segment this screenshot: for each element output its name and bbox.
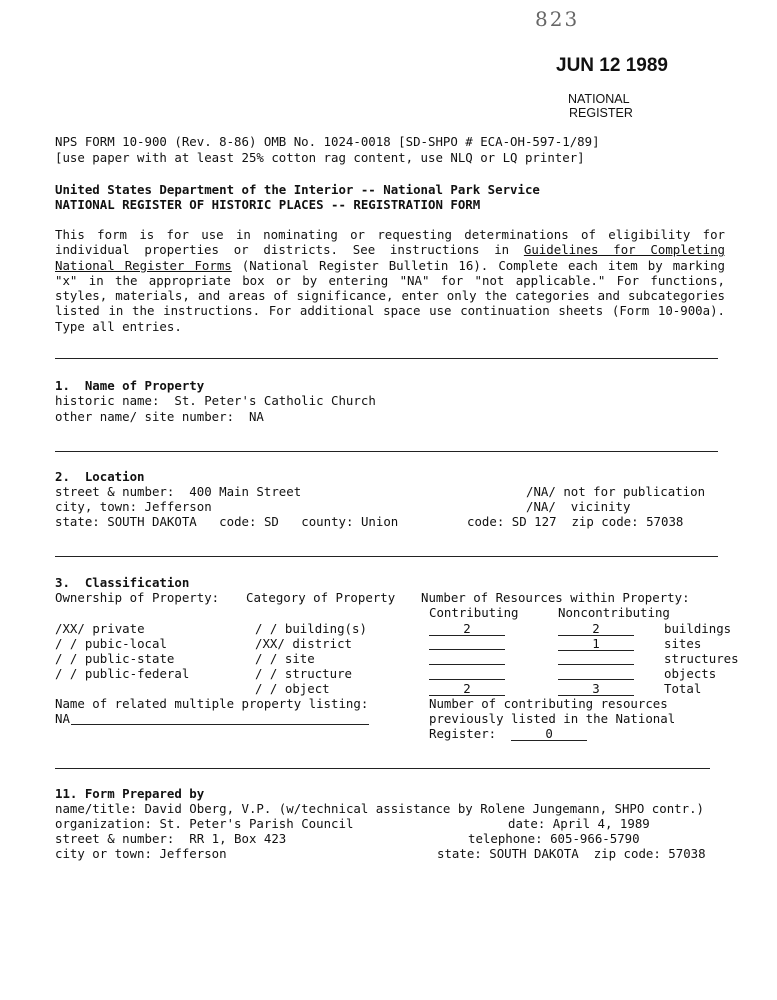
county-label: county: bbox=[301, 514, 354, 529]
state-code-label: code: bbox=[219, 514, 257, 529]
register-label: Register: bbox=[429, 726, 497, 741]
state-code-value: SD bbox=[263, 514, 279, 529]
ownership-option bbox=[55, 666, 189, 681]
city-row bbox=[55, 499, 212, 514]
noncontributing-count bbox=[558, 651, 634, 665]
historic-name-label: historic name: bbox=[55, 393, 160, 408]
telephone-value: 605-966-5790 bbox=[550, 831, 640, 846]
historic-name-value: St. Peter's Catholic Church bbox=[174, 393, 376, 408]
noncontributing-heading: Noncontributing bbox=[558, 605, 670, 620]
guidelines-title: Guidelines for Completing National Register Forms bbox=[55, 242, 725, 273]
noncontributing-count bbox=[558, 666, 634, 680]
stamp-national: NATIONAL bbox=[568, 92, 630, 106]
ownership-label: pubic-local bbox=[84, 636, 167, 651]
intro-text-part1: This form is for use in nominating or requesting determinations of eligibility for individual properties or districts. See instructions in bbox=[55, 227, 725, 258]
related-listing-value: NA bbox=[55, 711, 70, 726]
preparer-city-label: city or town: bbox=[55, 846, 152, 861]
organization-value: St. Peter's Parish Council bbox=[159, 816, 354, 831]
category-heading: Category of Property bbox=[246, 590, 396, 605]
intro-text-part2: (National Register Bulletin 16). Complete each item by marking "x" in the appropriate box or by entering "NA" for "not applicable." For functions, styles, materials, and areas of significance, enter only the categories and subcategories listed in the instructions. For additional space use continuation sheets (Form 10-900a). Type all entries. bbox=[55, 257, 725, 334]
resource-type-label: structures bbox=[664, 651, 739, 666]
vicinity-label: vicinity bbox=[570, 499, 631, 514]
not-for-publication-row bbox=[526, 484, 705, 499]
resources-heading: Number of Resources within Property: bbox=[421, 590, 690, 605]
preparer-street-value: RR 1, Box 423 bbox=[189, 831, 287, 846]
city-label: city, town: bbox=[55, 499, 138, 514]
preparer-zip-label: zip code: bbox=[593, 846, 661, 861]
paper-instruction-line: [use paper with at least 25% cotton rag content, use NLQ or LQ printer] bbox=[55, 150, 585, 165]
contributing-count: 2 bbox=[429, 622, 505, 636]
related-listing-line bbox=[71, 724, 369, 725]
ownership-option bbox=[55, 636, 167, 651]
resource-row bbox=[558, 636, 634, 651]
section-divider bbox=[55, 556, 718, 557]
contributing-note-line2: previously listed in the National bbox=[429, 711, 676, 726]
related-listing-label: Name of related multiple property listing: bbox=[55, 696, 369, 711]
ownership-label: public-state bbox=[84, 651, 175, 666]
county-code-row bbox=[467, 514, 683, 529]
previously-listed-count: 0 bbox=[511, 727, 587, 741]
historic-name-row bbox=[55, 393, 376, 408]
department-heading: United States Department of the Interior -- National Park Service bbox=[55, 182, 540, 197]
checkbox-mark: / / bbox=[255, 681, 278, 696]
noncontributing-total: 3 bbox=[558, 682, 634, 696]
preparer-street-row bbox=[55, 831, 286, 846]
ownership-label: private bbox=[92, 621, 145, 636]
preparer-state-row bbox=[437, 846, 706, 861]
other-name-label: other name/ site number: bbox=[55, 409, 235, 424]
preparer-name-row bbox=[55, 801, 704, 816]
zip-label: zip code: bbox=[571, 514, 639, 529]
section2-heading: 2. Location bbox=[55, 469, 145, 484]
resource-type-label: buildings bbox=[664, 621, 732, 636]
state-value: SOUTH DAKOTA bbox=[107, 514, 197, 529]
checkbox-mark: / / bbox=[255, 651, 278, 666]
resource-type-label: sites bbox=[664, 636, 702, 651]
form-title-heading: NATIONAL REGISTER OF HISTORIC PLACES -- REGISTRATION FORM bbox=[55, 197, 481, 212]
resource-row bbox=[429, 621, 505, 636]
other-name-value: NA bbox=[248, 409, 264, 424]
category-option bbox=[255, 681, 330, 696]
contributing-note-line1: Number of contributing resources bbox=[429, 696, 668, 711]
checkbox-mark: / / bbox=[255, 621, 278, 636]
noncontributing-count: 2 bbox=[558, 622, 634, 636]
organization-row bbox=[55, 816, 353, 831]
county-code-value: SD 127 bbox=[511, 514, 557, 529]
telephone-label: telephone: bbox=[468, 831, 543, 846]
section11-heading: 11. Form Prepared by bbox=[55, 786, 205, 801]
section1-heading: 1. Name of Property bbox=[55, 378, 205, 393]
preparer-name-value: David Oberg, V.P. (w/technical assistance by Rolene Jungemann, SHPO contr.) bbox=[144, 801, 705, 816]
street-value: 400 Main Street bbox=[189, 484, 302, 499]
vicinity-row bbox=[526, 499, 630, 514]
telephone-row bbox=[468, 831, 640, 846]
ownership-option bbox=[55, 621, 145, 636]
not-for-publication-mark: /NA/ bbox=[526, 484, 556, 499]
category-label: site bbox=[284, 651, 315, 666]
other-name-row bbox=[55, 409, 264, 424]
organization-label: organization: bbox=[55, 816, 152, 831]
section-divider bbox=[55, 358, 718, 359]
previously-listed-row bbox=[429, 726, 587, 741]
resource-row bbox=[429, 681, 505, 696]
category-label: building(s) bbox=[284, 621, 367, 636]
ownership-heading: Ownership of Property: bbox=[55, 590, 220, 605]
resource-type-label: Total bbox=[664, 681, 702, 696]
received-date-stamp: JUN 12 1989 bbox=[556, 55, 668, 76]
checkbox-mark: / / bbox=[55, 666, 78, 681]
category-option bbox=[255, 651, 315, 666]
prepared-date-value: April 4, 1989 bbox=[552, 816, 650, 831]
county-value: Union bbox=[360, 514, 399, 529]
contributing-total: 2 bbox=[429, 682, 505, 696]
preparer-name-label: name/title: bbox=[55, 801, 138, 816]
vicinity-mark: /NA/ bbox=[526, 499, 556, 514]
category-option bbox=[255, 636, 352, 651]
handwritten-number: 823 bbox=[535, 7, 580, 31]
city-value: Jefferson bbox=[144, 499, 212, 514]
street-label: street & number: bbox=[55, 484, 175, 499]
category-label: object bbox=[284, 681, 330, 696]
checkbox-mark: / / bbox=[255, 666, 278, 681]
preparer-city-value: Jefferson bbox=[159, 846, 227, 861]
checkbox-mark: /XX/ bbox=[255, 636, 285, 651]
contributing-count bbox=[429, 666, 505, 680]
contributing-count bbox=[429, 651, 505, 665]
contributing-heading: Contributing bbox=[429, 605, 519, 620]
section3-heading: 3. Classification bbox=[55, 575, 190, 590]
preparer-state-label: state: bbox=[437, 846, 482, 861]
resource-row bbox=[558, 681, 634, 696]
not-for-publication-label: not for publication bbox=[563, 484, 706, 499]
ownership-option bbox=[55, 651, 174, 666]
ownership-label: public-federal bbox=[84, 666, 190, 681]
resource-type-label: objects bbox=[664, 666, 717, 681]
state-row bbox=[55, 514, 398, 529]
preparer-zip-value: 57038 bbox=[668, 846, 706, 861]
county-code-label: code: bbox=[467, 514, 505, 529]
category-option bbox=[255, 621, 367, 636]
checkbox-mark: /XX/ bbox=[55, 621, 85, 636]
preparer-city-row bbox=[55, 846, 227, 861]
category-label: district bbox=[292, 636, 352, 651]
checkbox-mark: / / bbox=[55, 636, 78, 651]
intro-paragraph bbox=[55, 227, 725, 334]
contributing-count bbox=[429, 636, 505, 650]
checkbox-mark: / / bbox=[55, 651, 78, 666]
section-divider bbox=[55, 451, 718, 452]
prepared-date-label: date: bbox=[508, 816, 546, 831]
state-label: state: bbox=[55, 514, 100, 529]
prepared-date-row bbox=[508, 816, 650, 831]
preparer-state-value: SOUTH DAKOTA bbox=[489, 846, 579, 861]
form-number-line: NPS FORM 10-900 (Rev. 8-86) OMB No. 1024-0018 [SD-SHPO # ECA-OH-597-1/89] bbox=[55, 134, 600, 149]
category-label: structure bbox=[284, 666, 352, 681]
preparer-street-label: street & number: bbox=[55, 831, 175, 846]
resource-row bbox=[558, 621, 634, 636]
zip-value: 57038 bbox=[646, 514, 684, 529]
street-row bbox=[55, 484, 301, 499]
section-divider bbox=[55, 768, 710, 769]
stamp-register: REGISTER bbox=[569, 106, 633, 120]
category-option bbox=[255, 666, 352, 681]
noncontributing-count: 1 bbox=[558, 637, 634, 651]
